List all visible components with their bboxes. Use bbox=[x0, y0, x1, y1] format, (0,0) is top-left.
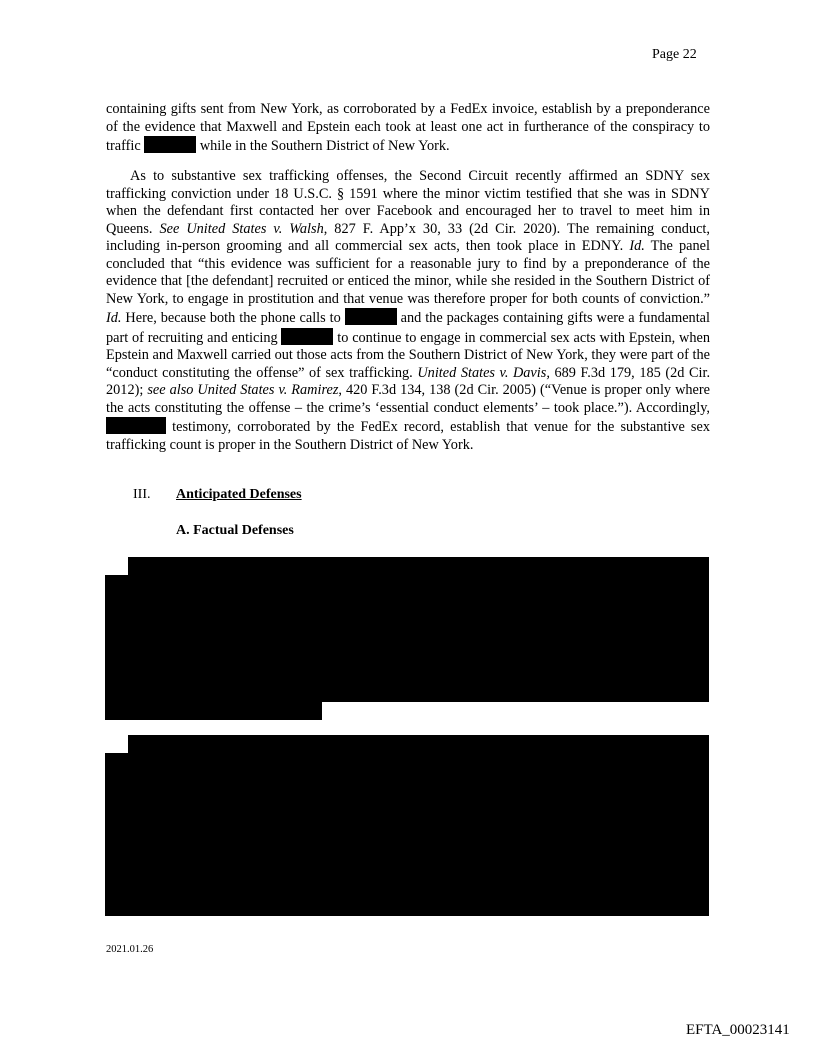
case-citation: See United States v. Walsh bbox=[159, 220, 324, 237]
redacted-paragraph-block bbox=[105, 700, 322, 720]
redacted-paragraph-block bbox=[128, 735, 709, 916]
section-heading: Anticipated Defenses bbox=[176, 487, 302, 502]
redacted-paragraph-block bbox=[105, 753, 135, 916]
paragraph-text: testimony, corroborated by the FedEx record, establish that venue for the substantive sex trafficking count is proper in the Southern District of New York. bbox=[106, 419, 710, 453]
paragraph-text: The panel concluded that “this evidence was sufficient for a reasonable jury to find by a preponderance of the evidence that [the defendant] recruited or enticed the minor, while she resided in the Southern District of New York, to engage in prostitution and that venue was therefore proper for both counts of conviction.” bbox=[106, 238, 710, 307]
paragraph-text: As to substantive sex trafficking offenses, the Second Circuit recently affirmed an SDNY sex trafficking conviction under 18 U.S.C. § 1591 where the minor victim testified that she was in SDNY when the defendant first contacted her over Facebook and encouraged her to travel to meet him in Queens. bbox=[106, 168, 710, 237]
paragraph-text: containing gifts sent from New York, as corroborated by a FedEx invoice, establish by a preponderance of the evidence that Maxwell and Epstein each took at least one act in furtherance of the conspiracy to traffic bbox=[106, 101, 710, 154]
paragraph-text: and the packages containing gifts were a fundamental part of recruiting and enticing bbox=[106, 310, 710, 346]
paragraph-venue-substantive bbox=[106, 168, 710, 454]
paragraph-text: Here, because both the phone calls to bbox=[125, 310, 341, 326]
section-number: III. bbox=[133, 487, 151, 502]
paragraph-text: while in the Southern District of New York. bbox=[199, 138, 450, 154]
case-citation: Id. bbox=[629, 238, 645, 254]
paragraph-venue-conspiracy bbox=[106, 101, 710, 156]
case-citation: United States v. Davis, bbox=[417, 364, 550, 381]
document-date: 2021.01.26 bbox=[106, 944, 154, 955]
case-citation: see also United States v. Ramirez bbox=[147, 382, 339, 398]
redaction-block bbox=[281, 328, 333, 345]
bates-number: EFTA_00023141 bbox=[686, 1022, 790, 1038]
redacted-paragraph-block bbox=[128, 557, 709, 702]
redaction-block bbox=[345, 308, 397, 325]
page-number: Page 22 bbox=[652, 47, 697, 62]
redaction-block bbox=[144, 136, 196, 153]
paragraph-text: , 827 F. App’x 30, 33 (2d Cir. 2020). The remaining conduct, including in-person grooming and all commercial sex acts, then took place in EDNY. bbox=[106, 220, 710, 254]
case-citation: Id. bbox=[106, 310, 122, 326]
redaction-block bbox=[106, 417, 166, 434]
subsection-heading: A. Factual Defenses bbox=[176, 523, 294, 538]
paragraph-text: , 420 F.3d 134, 138 (2d Cir. 2005) (“Venue is proper only where the acts constituting the offense – the crime’s ‘essential conduct elements’ – took place.”). Accordingly, bbox=[106, 382, 710, 416]
paragraph-text: to continue to engage in commercial sex acts with Epstein, when Epstein and Maxwell carried out those acts from the Southern District of New York, they were part of the “conduct constituting the offense” of sex trafficking. bbox=[106, 329, 711, 381]
paragraph-text: 689 F.3d 179, 185 (2d Cir. 2012); bbox=[106, 364, 711, 398]
redacted-paragraph-block bbox=[105, 575, 135, 702]
